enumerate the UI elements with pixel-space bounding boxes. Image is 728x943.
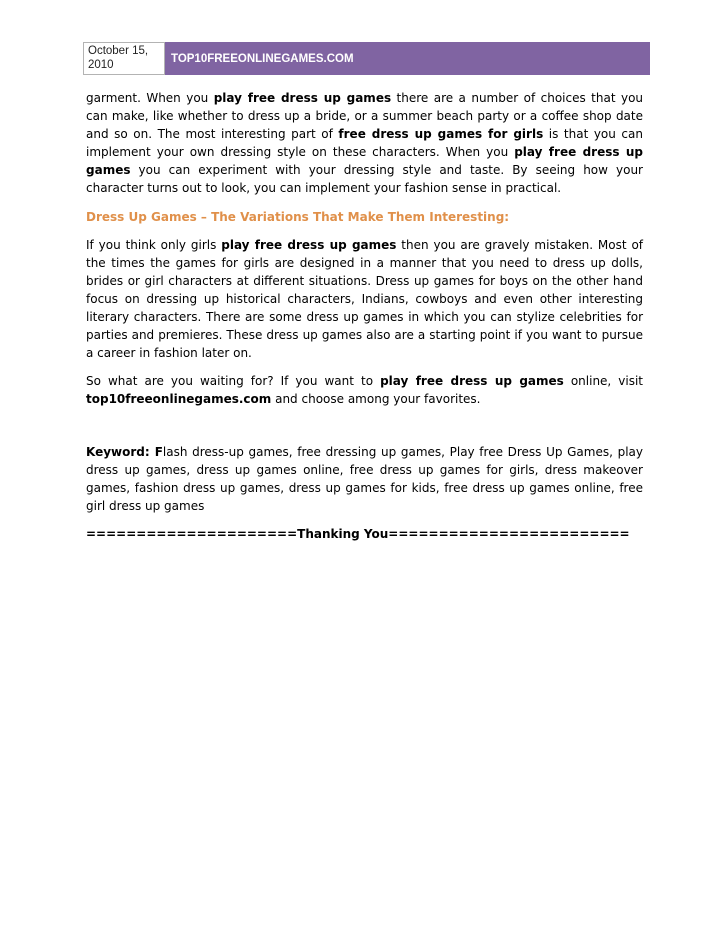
paragraph-call-to-action xyxy=(86,372,643,408)
bold-keyword: play free dress up games xyxy=(213,91,392,105)
text-run: there are a number of choices that you can make, like whether to dress up a bride, or a summer beach party or a coffee shop date and so on. The most interesting part of xyxy=(86,91,644,142)
text-run: is that you can implement your own dressing style on these characters. When you xyxy=(86,127,643,160)
text-run: then you are gravely mistaken. Most of the times the games for girls are designed in a manner that you need to dress up dolls, brides or girl characters at different situations. Dress up games for boys on the other hand focus on dressing up historical characters, Indians, cowboys and even other interesting literary characters. There are some dress up games in which you can stylize celebrities for parties and premieres. These dress up games also are a starting point if you want to pursue a career in fashion later on. xyxy=(86,237,644,361)
document-body xyxy=(86,89,643,543)
text-run: So what are you waiting for? If you want to xyxy=(86,374,381,389)
text-run: If you think only girls xyxy=(86,237,222,252)
keywords-list: lash dress-up games, free dressing up games, Play free Dress Up Games, play dress up games, dress up games online, free dress up games for girls, dress makeover games, fashion dress up games, dress up games for kids, free dress up games online, free girl dress up games xyxy=(86,444,643,513)
bold-keyword: play free dress up games xyxy=(221,237,397,252)
section-heading: Dress Up Games – The Variations That Make Them Interesting: xyxy=(86,209,510,224)
text-run: and choose among your favorites. xyxy=(271,392,481,407)
spacer xyxy=(86,419,643,443)
header-site-title: TOP10FREEONLINEGAMES.COM xyxy=(165,42,650,75)
text-run: online, visit xyxy=(563,374,643,389)
header-date: October 15, 2010 xyxy=(83,42,165,75)
closing-line: =====================Thanking You======================== xyxy=(86,526,630,541)
page-header xyxy=(83,42,650,75)
paragraph-intro xyxy=(86,89,643,198)
bold-keyword: free dress up games for girls xyxy=(338,127,544,142)
text-run: you can experiment with your dressing style and taste. By seeing how your character turns out to look, you can implement your fashion sense in practical. xyxy=(86,163,643,196)
bold-keyword: play free dress up games xyxy=(86,145,643,178)
text-run: garment. When you xyxy=(86,91,214,105)
paragraph-variations xyxy=(86,236,643,363)
keywords-paragraph xyxy=(86,443,643,515)
keywords-label: Keyword: F xyxy=(86,444,163,459)
site-link-text: top10freeonlinegames.com xyxy=(86,392,272,407)
bold-keyword: play free dress up games xyxy=(380,374,564,389)
